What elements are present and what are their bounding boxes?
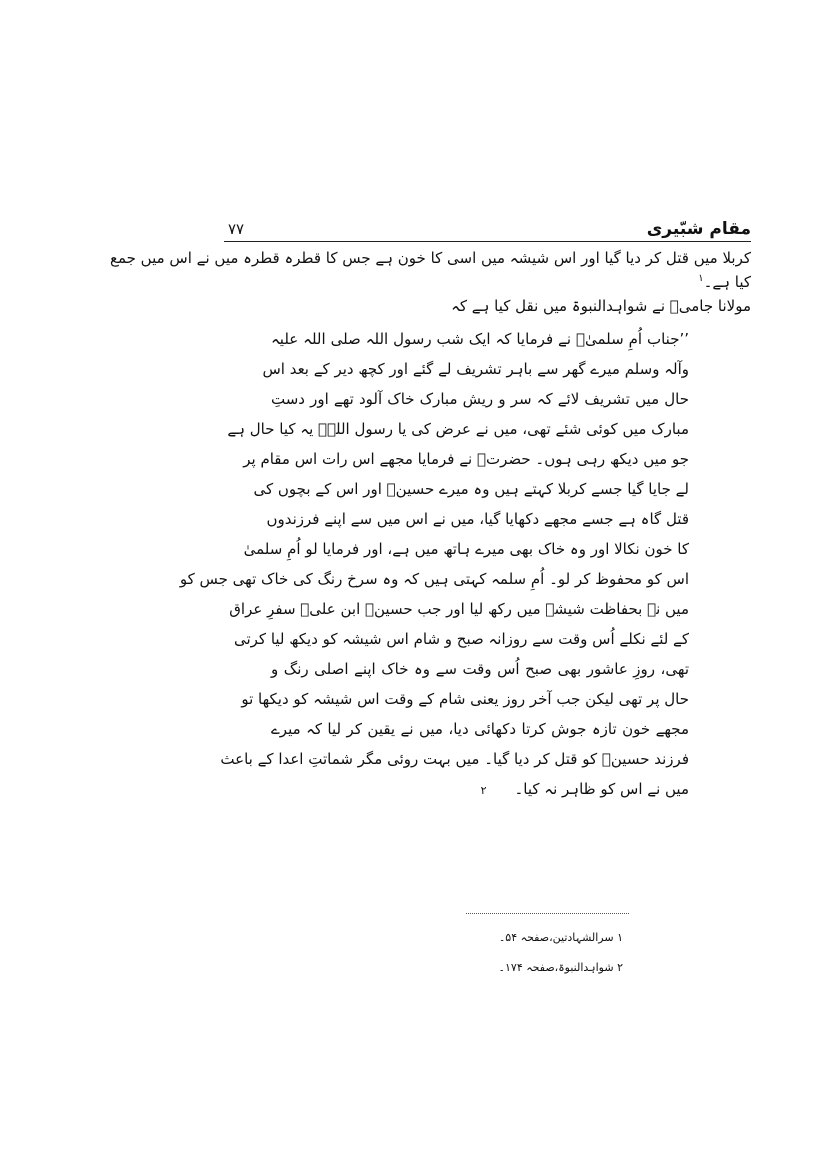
quote-line: میں نے بحفاظت شیشہ میں رکھ لیا اور جب حسینؑ ابن علیؑ سفرِ عراق <box>229 600 689 618</box>
running-title: مقام شبّیری <box>646 219 751 239</box>
footnote-2: ۲ شواہدالنبوۃ،صفحہ ۱۷۴۔ <box>498 961 623 974</box>
header-rule <box>224 241 751 242</box>
footnote-separator <box>466 913 629 914</box>
quote-line-last <box>271 774 689 804</box>
quote-line: اس کو محفوظ کر لو۔ اُمِ سلمہ کہتی ہیں کہ وہ سرخ رنگ کی خاک تھی جس کو <box>179 570 689 588</box>
quote-line: مبارک میں کوئی شئے تھی، میں نے عرض کی یا رسول اللہؐ یہ کیا حال ہے <box>227 420 689 438</box>
intro-text-line <box>698 270 751 294</box>
footnote-ref-1: ۱ <box>698 273 704 284</box>
quote-intro-line: مولانا جامیؒ نے شواہدالنبوۃ میں نقل کیا ہے کہ <box>451 297 751 315</box>
footnote-1: ۱ سرالشہادتین،صفحہ ۵۴۔ <box>498 931 623 944</box>
quote-line: فرزند حسینؑ کو قتل کر دیا گیا۔ میں بہت روئی مگر شماتتِ اعدا کے باعث <box>220 750 689 768</box>
intro-text-line: کربلا میں قتل کر دیا گیا اور اس شیشہ میں اسی کا خون ہے جس کا قطرہ قطرہ میں نے اس میں جمع <box>109 249 751 267</box>
page-number: ۷۷ <box>228 220 245 238</box>
quote-last-text: میں نے اس کو ظاہر نہ کیا۔ <box>514 780 689 798</box>
quote-line: ’’جناب اُمِ سلمیٰؓ نے فرمایا کہ ایک شب رسول اللہ صلی اللہ علیہ <box>271 330 689 348</box>
footnote-ref-2: ۲ <box>480 784 487 797</box>
quote-line: تھی، روزِ عاشور بھی صبح اُس وقت سے وہ خاک اپنے اصلی رنگ و <box>271 660 689 678</box>
intro-text-fragment: کیا ہے۔ <box>703 273 751 291</box>
page-header <box>224 218 751 240</box>
quote-line: حال پر تھی لیکن جب آخر روز یعنی شام کے وقت اس شیشہ کو دیکھا تو <box>241 690 689 708</box>
quote-line: جو میں دیکھ رہی ہوں۔ حضرتؐ نے فرمایا مجھے اس رات اس مقام پر <box>243 450 689 468</box>
quote-line: وآلہ وسلم میرے گھر سے باہر تشریف لے گئے اور کچھ دیر کے بعد اس <box>262 360 689 378</box>
block-quote <box>179 324 689 804</box>
quote-line: کے لئے نکلے اُس وقت سے روزانہ صبح و شام اس شیشہ کو دیکھ لیا کرتی <box>233 630 689 648</box>
quote-line: کا خون نکالا اور وہ خاک بھی میرے ہاتھ میں ہے، اور فرمایا لو اُمِ سلمیٰ <box>243 540 689 558</box>
quote-line: قتل گاہ ہے جسے مجھے دکھایا گیا، میں نے اس میں سے اپنے فرزندوں <box>266 510 689 528</box>
quote-line: حال میں تشریف لائے کہ سر و ریش مبارک خاک آلود تھے اور دستِ <box>271 390 689 408</box>
quote-line: مجھے خون تازہ جوش کرتا دکھائی دیا، میں نے یقین کر لیا کہ میرے <box>271 720 689 738</box>
quote-line: لے جایا گیا جسے کربلا کہتے ہیں وہ میرے حسینؑ اور اس کے بچوں کی <box>253 480 689 498</box>
